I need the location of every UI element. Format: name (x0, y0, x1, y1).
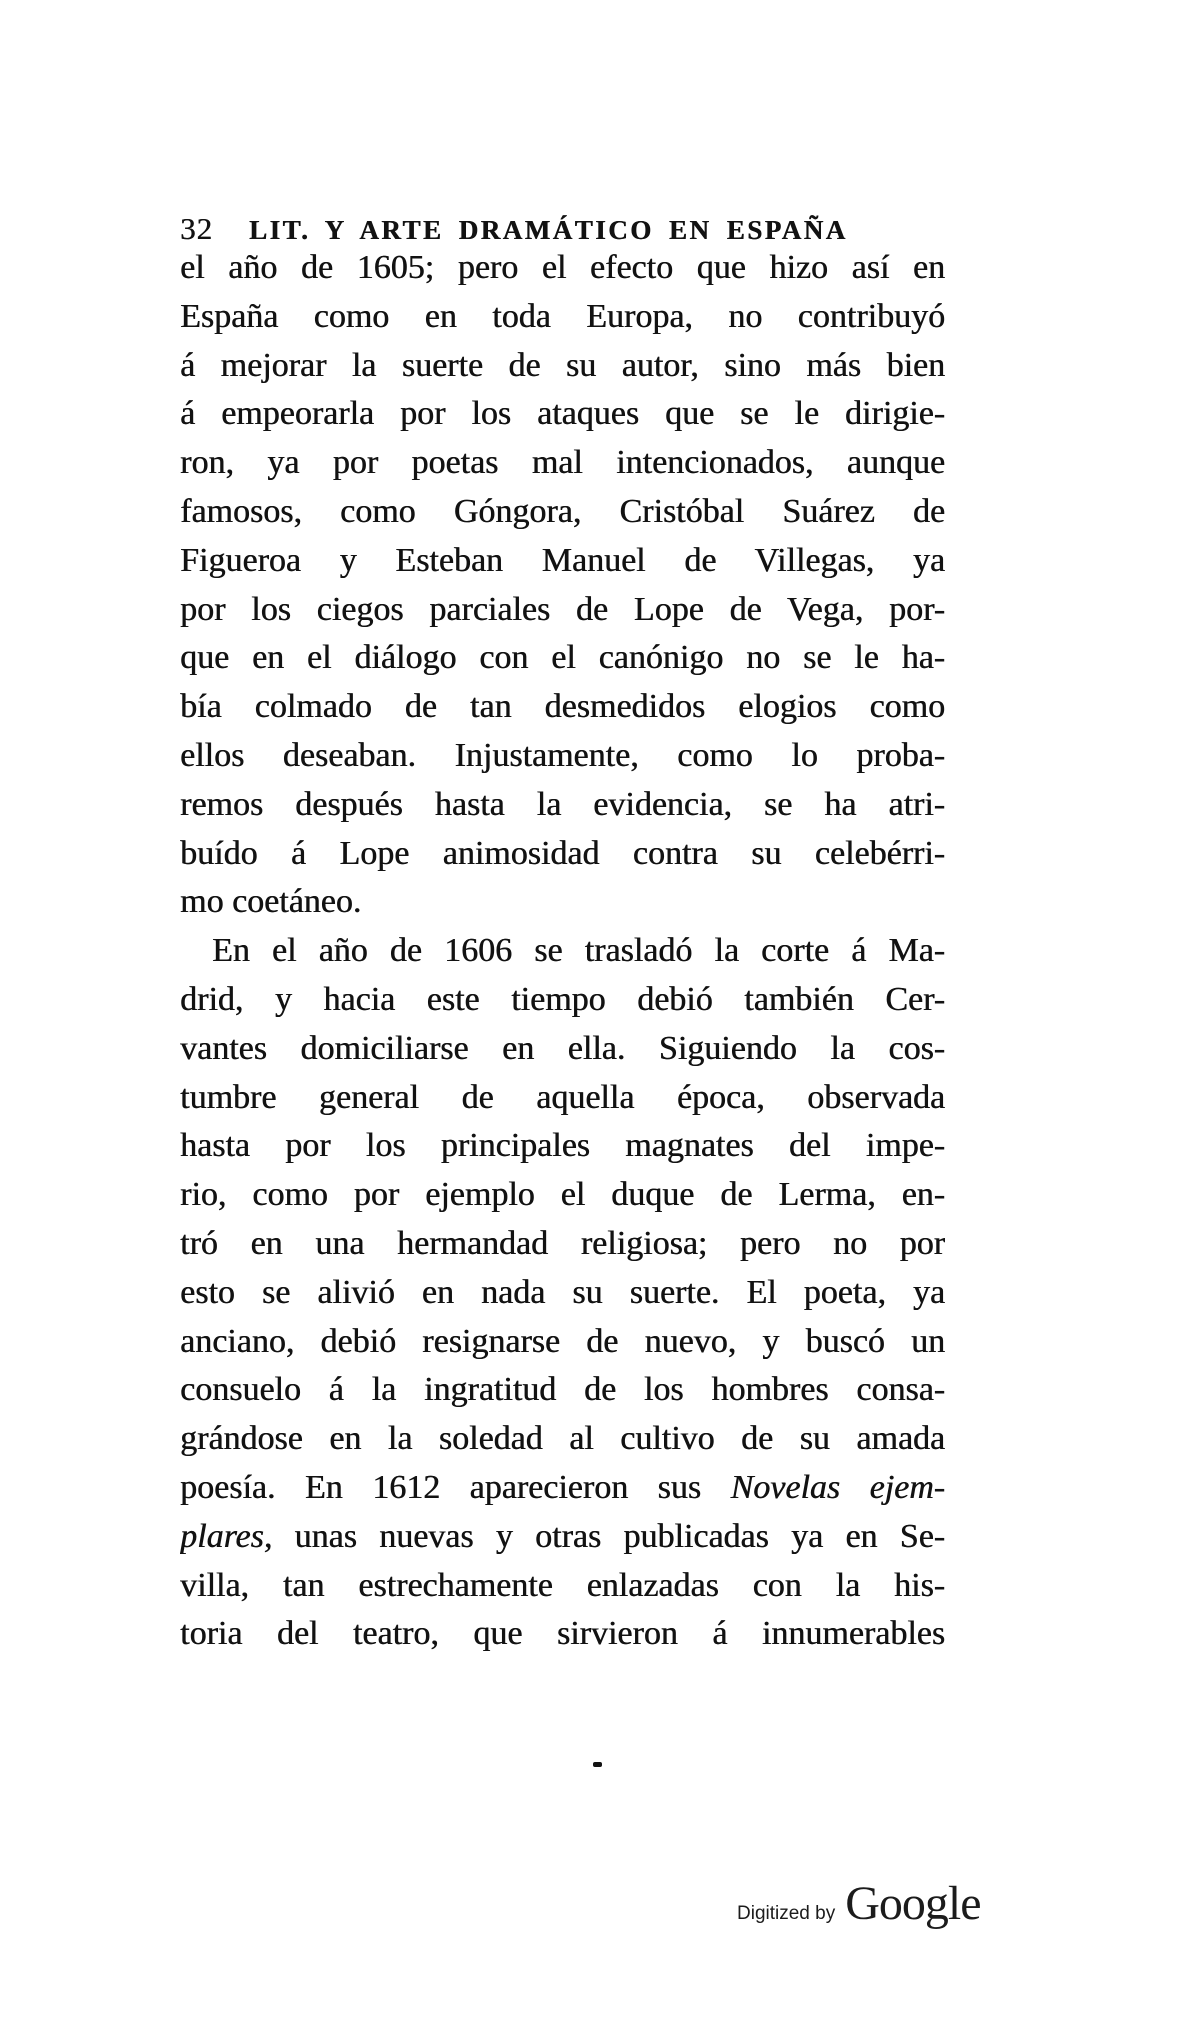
page-number: 32 (180, 211, 213, 246)
text-line: grándose en la soledad al cultivo de su amada (180, 1420, 945, 1458)
running-title: LIT. Y ARTE DRAMÁTICO EN ESPAÑA (249, 215, 848, 245)
text-line: villa, tan estrechamente enlazadas con la his- (180, 1566, 945, 1604)
text-line: á empeorarla por los ataques que se le dirigie- (180, 395, 945, 433)
text-line: vantes domiciliarse en ella. Siguiendo la cos- (180, 1029, 945, 1067)
text-line: famosos, como Góngora, Cristóbal Suárez de (180, 492, 945, 530)
text-line: poesía. En 1612 aparecieron sus Novelas ejem- (180, 1468, 945, 1506)
text-line: plares, unas nuevas y otras publicadas ya en Se- (180, 1517, 945, 1555)
text-line: por los ciegos parciales de Lope de Vega, por- (180, 590, 945, 628)
text-line: tró en una hermandad religiosa; pero no por (180, 1224, 945, 1262)
text-line: buído á Lope animosidad contra su celebérri- (180, 834, 945, 872)
text-line: ellos deseaban. Injustamente, como lo proba- (180, 736, 945, 774)
digitized-by-label: Digitized by (737, 1903, 836, 1924)
text-line: ron, ya por poetas mal intencionados, aunque (180, 444, 945, 482)
text-line: bía colmado de tan desmedidos elogios como (180, 688, 945, 726)
text-line: remos después hasta la evidencia, se ha atri- (180, 785, 945, 823)
text-line: Figueroa y Esteban Manuel de Villegas, ya (180, 541, 945, 579)
text-line: el año de 1605; pero el efecto que hizo así en (180, 249, 945, 286)
text-line: que en el diálogo con el canónigo no se le ha- (180, 639, 945, 677)
text-line: rio, como por ejemplo el duque de Lerma, en- (180, 1176, 945, 1214)
text-line: mo coetáneo. (180, 883, 362, 921)
text-line: En el año de 1606 se trasladó la corte á Ma- (212, 932, 945, 970)
google-logo: Google (845, 1877, 981, 1930)
text-line: consuelo á la ingratitud de los hombres consa- (180, 1371, 945, 1409)
text-line: toria del teatro, que sirvieron á innumerables (180, 1615, 945, 1653)
text-line: esto se alivió en nada su suerte. El poeta, ya (180, 1273, 945, 1311)
running-head (180, 211, 945, 247)
text-line: anciano, debió resignarse de nuevo, y buscó un (180, 1322, 945, 1360)
text-line: España como en toda Europa, no contribuyó (180, 297, 945, 335)
body-lines (180, 244, 945, 1659)
text-line: tumbre general de aquella época, observada (180, 1078, 945, 1116)
text-line: drid, y hacia este tiempo debió también Cer- (180, 980, 945, 1018)
digitized-by-google-watermark (737, 1876, 981, 1931)
text-line: hasta por los principales magnates del impe- (180, 1127, 945, 1165)
text-line: á mejorar la suerte de su autor, sino más bien (180, 346, 945, 384)
stray-ink-mark (593, 1762, 602, 1767)
